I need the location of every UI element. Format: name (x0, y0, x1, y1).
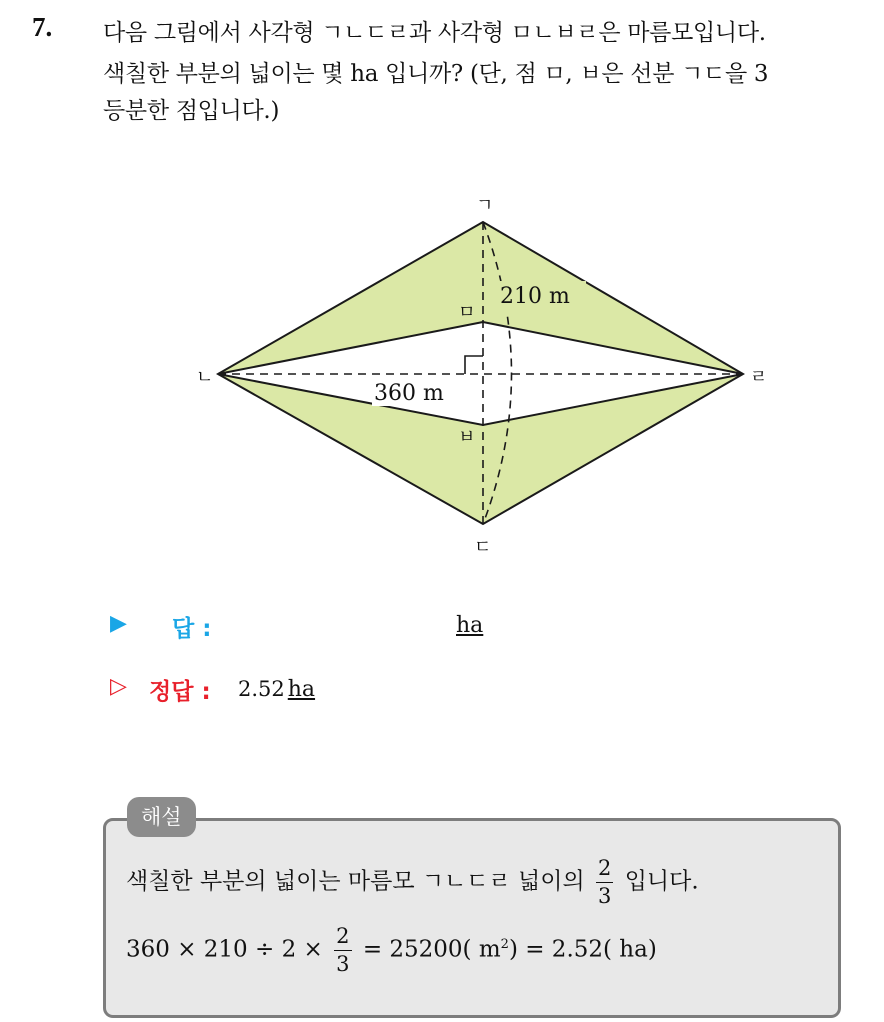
question-text-line-1: 다음 그림에서 사각형 ㄱㄴㄷㄹ과 사각형 ㅁㄴㅂㄹ은 마름모입니다. (103, 20, 766, 46)
vertex-label-lower-inner: ㅂ (458, 427, 476, 448)
question-text-line-2: 색칠한 부분의 넓이는 몇 ha 입니까? (단, 점 ㅁ, ㅂ은 선분 ㄱㄷ을 3 (103, 61, 769, 87)
correct-marker-icon: ▷ (110, 674, 127, 699)
vertex-label-left: ㄴ (196, 367, 214, 388)
vertex-label-upper-inner: ㅁ (458, 302, 476, 323)
explanation-tab: 해설 (127, 797, 196, 837)
correct-label: 정답 : (149, 679, 211, 705)
explanation-line-2: 360 × 210 ÷ 2 × $\frac{2}{3}$ = 25200( $m^2) = 2.52$( ha) (126, 924, 657, 976)
answer-marker-icon: ▶ (110, 611, 127, 636)
label-210m: 210 m (500, 284, 570, 309)
vertex-label-top: ㄱ (476, 195, 494, 216)
correct-value-row (238, 677, 315, 702)
explanation-box (103, 818, 841, 1018)
question-number: 7. (32, 12, 53, 42)
vertex-label-bottom: ㄷ (474, 537, 492, 558)
question-text-line-3: 등분한 점입니다.) (103, 98, 280, 124)
correct-value: 2.52 (238, 677, 285, 701)
correct-unit: ha (287, 677, 316, 702)
answer-unit: ha (456, 613, 484, 638)
label-360m: 360 m (374, 381, 444, 406)
fraction-two-thirds: $\frac{2}{3}$ (598, 856, 612, 908)
vertex-label-right: ㄹ (750, 367, 768, 388)
answer-label: 답 : (172, 616, 212, 642)
explanation-line-1: 색칠한 부분의 넓이는 마름모 ㄱㄴㄷㄹ 넓이의 $\frac{2}{3}$ 입니다. (126, 856, 699, 908)
fraction-two-thirds-2: $\frac{2}{3}$ (336, 924, 350, 976)
